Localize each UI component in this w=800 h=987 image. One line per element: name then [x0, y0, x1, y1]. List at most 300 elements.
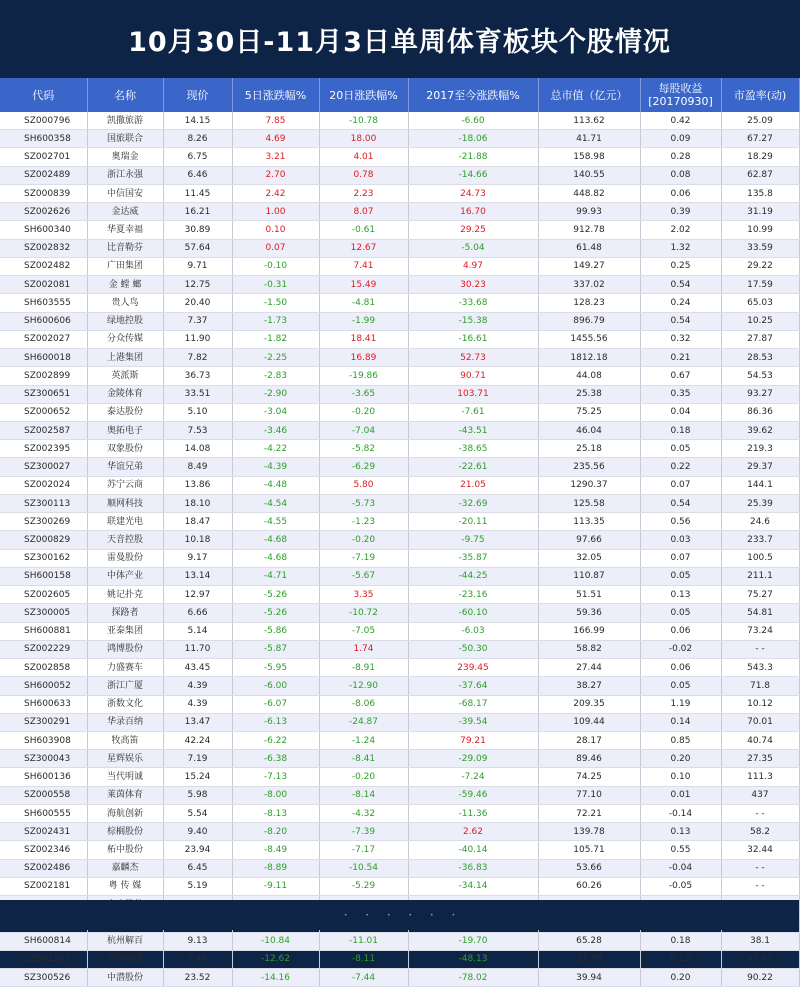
table-cell: 40.74	[721, 731, 799, 749]
table-row	[0, 969, 799, 987]
table-row	[0, 622, 799, 640]
table-cell: 32.05	[538, 549, 640, 567]
table-cell: 0.42	[640, 112, 721, 130]
table-cell: -0.31	[232, 276, 319, 294]
table-cell: -5.26	[232, 604, 319, 622]
table-cell: 65.03	[721, 294, 799, 312]
table-cell: 54.81	[721, 604, 799, 622]
table-cell: -5.82	[319, 440, 408, 458]
table-cell: -1.82	[232, 330, 319, 348]
table-cell: 奥拓电子	[87, 421, 163, 439]
table-cell: 0.13	[640, 586, 721, 604]
table-cell: -35.87	[408, 549, 538, 567]
stock-table	[0, 78, 800, 987]
table-cell: -8.11	[319, 950, 408, 968]
table-cell: SZ002587	[0, 421, 87, 439]
table-cell: -32.69	[408, 494, 538, 512]
table-row	[0, 877, 799, 895]
table-cell: -1.50	[232, 294, 319, 312]
table-cell: 0.22	[640, 458, 721, 476]
table-cell: 4.01	[319, 148, 408, 166]
table-cell: -7.19	[319, 549, 408, 567]
table-cell: 18.29	[721, 148, 799, 166]
table-cell: 0.14	[640, 713, 721, 731]
table-cell: 1.74	[319, 640, 408, 658]
table-cell: 27.35	[721, 750, 799, 768]
table-cell: 金 螳 螂	[87, 276, 163, 294]
table-cell: 14.08	[163, 440, 232, 458]
table-cell: -8.89	[232, 859, 319, 877]
table-cell: 10.12	[721, 695, 799, 713]
table-cell: 24.6	[721, 513, 799, 531]
table-cell: -9.11	[232, 877, 319, 895]
table-cell: -8.41	[319, 750, 408, 768]
table-cell: 149.27	[538, 257, 640, 275]
table-cell: 4.97	[408, 257, 538, 275]
table-cell: 139.78	[538, 823, 640, 841]
table-cell: -68.17	[408, 695, 538, 713]
table-cell: -7.39	[319, 823, 408, 841]
table-cell: 18.41	[319, 330, 408, 348]
table-cell: 53.66	[538, 859, 640, 877]
table-cell: SH600358	[0, 130, 87, 148]
table-cell: 0.08	[640, 166, 721, 184]
table-cell: 125.58	[538, 494, 640, 512]
table-cell: SH600136	[0, 768, 87, 786]
table-cell: 113.35	[538, 513, 640, 531]
table-cell: -78.02	[408, 969, 538, 987]
table-cell: -8.20	[232, 823, 319, 841]
footer-dot: •	[408, 911, 413, 919]
table-cell: SZ002027	[0, 330, 87, 348]
table-cell: 中信国安	[87, 184, 163, 202]
table-cell: 219.3	[721, 440, 799, 458]
table-cell: -50.30	[408, 640, 538, 658]
table-cell: 力盛赛车	[87, 659, 163, 677]
table-cell: SH600340	[0, 221, 87, 239]
table-cell: SZ002486	[0, 859, 87, 877]
table-cell: -3.65	[319, 385, 408, 403]
table-cell: - -	[721, 640, 799, 658]
table-row	[0, 385, 799, 403]
table-cell: -2.83	[232, 367, 319, 385]
table-cell: 57.64	[163, 239, 232, 257]
table-cell: -4.22	[232, 440, 319, 458]
table-cell: 0.05	[640, 604, 721, 622]
table-cell: 上港集团	[87, 349, 163, 367]
table-cell: 0.07	[640, 549, 721, 567]
table-cell: 14.15	[163, 112, 232, 130]
table-cell: 5.54	[163, 804, 232, 822]
table-cell: -23.16	[408, 586, 538, 604]
table-cell: -7.05	[319, 622, 408, 640]
table-cell: 莱茵体育	[87, 786, 163, 804]
table-cell: -5.86	[232, 622, 319, 640]
table-cell: 13.86	[163, 476, 232, 494]
table-cell: -4.68	[232, 531, 319, 549]
table-row	[0, 586, 799, 604]
table-cell: -7.13	[232, 768, 319, 786]
table-cell: -0.02	[640, 640, 721, 658]
table-cell: 0.10	[640, 768, 721, 786]
table-cell: SZ000839	[0, 184, 87, 202]
table-cell: 18.00	[319, 130, 408, 148]
table-cell: -10.78	[319, 112, 408, 130]
table-body	[0, 112, 799, 987]
table-cell: -1.99	[319, 312, 408, 330]
table-cell: 0.05	[640, 567, 721, 585]
table-cell: 0.10	[232, 221, 319, 239]
table-cell: -12.90	[319, 677, 408, 695]
table-row	[0, 531, 799, 549]
table-cell: 0.05	[640, 440, 721, 458]
table-cell: 239.45	[408, 659, 538, 677]
table-cell: 5.10	[163, 403, 232, 421]
table-cell: 54.53	[721, 367, 799, 385]
table-row	[0, 130, 799, 148]
table-cell: 天音控股	[87, 531, 163, 549]
table-cell: 0.20	[640, 750, 721, 768]
table-cell: 姚记扑克	[87, 586, 163, 604]
table-cell: 13.14	[163, 567, 232, 585]
table-row	[0, 458, 799, 476]
table-cell: 0.32	[640, 330, 721, 348]
table-cell: 顺网科技	[87, 494, 163, 512]
table-cell: -5.95	[232, 659, 319, 677]
table-row	[0, 841, 799, 859]
table-cell: -4.54	[232, 494, 319, 512]
table-cell: -6.00	[232, 677, 319, 695]
table-cell: -7.24	[408, 768, 538, 786]
table-cell: 雷曼股份	[87, 549, 163, 567]
table-cell: 9.17	[163, 549, 232, 567]
table-cell: 1.32	[640, 239, 721, 257]
page-title: 10月30日-11月3日单周体育板块个股情况	[128, 26, 671, 58]
table-cell: -3.46	[232, 421, 319, 439]
table-cell: -4.32	[319, 804, 408, 822]
table-cell: -5.29	[319, 877, 408, 895]
table-row	[0, 859, 799, 877]
footer-dot: •	[430, 911, 434, 919]
table-cell: 0.07	[640, 476, 721, 494]
table-cell: 0.56	[640, 513, 721, 531]
table-cell: 0.01	[640, 786, 721, 804]
table-cell: SZ300027	[0, 458, 87, 476]
table-cell: 0.06	[640, 622, 721, 640]
table-cell: 10.99	[721, 221, 799, 239]
table-cell: 杭州解百	[87, 932, 163, 950]
table-row	[0, 312, 799, 330]
table-cell: 广田集团	[87, 257, 163, 275]
table-cell: 嘉麟杰	[87, 859, 163, 877]
table-cell: 89.46	[538, 750, 640, 768]
table-cell: -14.16	[232, 969, 319, 987]
table-row	[0, 567, 799, 585]
table-cell: 25.09	[721, 112, 799, 130]
table-cell: 9.71	[163, 257, 232, 275]
table-cell: 浙江广厦	[87, 677, 163, 695]
table-cell: -15.38	[408, 312, 538, 330]
table-cell: 信隆健康	[87, 950, 163, 968]
table-cell: 209.35	[538, 695, 640, 713]
table-cell: -1.73	[232, 312, 319, 330]
column-header: 名称	[87, 78, 163, 112]
table-cell: SH603555	[0, 294, 87, 312]
table-row	[0, 148, 799, 166]
table-row	[0, 476, 799, 494]
table-cell: 0.21	[640, 349, 721, 367]
table-cell: -10.72	[319, 604, 408, 622]
table-row	[0, 184, 799, 202]
table-cell: 33.59	[721, 239, 799, 257]
table-cell: 135.8	[721, 184, 799, 202]
table-cell: SH603908	[0, 731, 87, 749]
table-cell: 5.80	[319, 476, 408, 494]
table-cell: SZ002489	[0, 166, 87, 184]
table-cell: 5.98	[163, 786, 232, 804]
table-cell: 绿地控股	[87, 312, 163, 330]
table-cell: 金陵体育	[87, 385, 163, 403]
table-cell: SH600881	[0, 622, 87, 640]
table-cell: 贵人鸟	[87, 294, 163, 312]
table-cell: 棕榈股份	[87, 823, 163, 841]
table-cell: 浙江永强	[87, 166, 163, 184]
table-cell: 28.17	[538, 731, 640, 749]
table-cell: -39.54	[408, 713, 538, 731]
table-cell: -4.39	[232, 458, 319, 476]
table-cell: 0.39	[640, 203, 721, 221]
table-row	[0, 330, 799, 348]
table-cell: 18.10	[163, 494, 232, 512]
table-cell: 58.2	[721, 823, 799, 841]
table-cell: 6.75	[163, 148, 232, 166]
table-cell: 166.99	[538, 622, 640, 640]
table-row	[0, 549, 799, 567]
table-cell: - -	[721, 877, 799, 895]
table-cell: 52.73	[408, 349, 538, 367]
table-cell: -37.64	[408, 677, 538, 695]
table-cell: 13.47	[163, 713, 232, 731]
table-cell: 8.26	[163, 130, 232, 148]
table-cell: SZ000796	[0, 112, 87, 130]
table-cell: -4.71	[232, 567, 319, 585]
table-row	[0, 294, 799, 312]
table-cell: -6.22	[232, 731, 319, 749]
table-cell: 粤 传 媒	[87, 877, 163, 895]
table-cell: 11.90	[163, 330, 232, 348]
table-cell: 0.04	[640, 403, 721, 421]
table-cell: 47.01	[721, 950, 799, 968]
table-cell: -11.36	[408, 804, 538, 822]
table-cell: 51.51	[538, 586, 640, 604]
table-cell: -8.91	[319, 659, 408, 677]
table-cell: 国旅联合	[87, 130, 163, 148]
table-cell: 46.04	[538, 421, 640, 439]
table-cell: 英派斯	[87, 367, 163, 385]
table-cell: -14.66	[408, 166, 538, 184]
table-cell: 亚泰集团	[87, 622, 163, 640]
table-row	[0, 513, 799, 531]
table-cell: -11.01	[319, 932, 408, 950]
table-row	[0, 440, 799, 458]
table-cell: -0.05	[640, 877, 721, 895]
table-cell: 128.23	[538, 294, 640, 312]
table-cell: -3.04	[232, 403, 319, 421]
table-cell: 23.52	[163, 969, 232, 987]
table-row	[0, 421, 799, 439]
table-cell: 0.09	[640, 130, 721, 148]
table-cell: 75.25	[538, 403, 640, 421]
table-cell: 3.21	[232, 148, 319, 166]
table-cell: 99.93	[538, 203, 640, 221]
table-cell: -5.04	[408, 239, 538, 257]
table-cell: 896.79	[538, 312, 640, 330]
table-cell: SZ000652	[0, 403, 87, 421]
table-cell: 2.70	[232, 166, 319, 184]
table-cell: SZ002395	[0, 440, 87, 458]
table-cell: 158.98	[538, 148, 640, 166]
table-cell: SH600814	[0, 932, 87, 950]
table-cell: 337.02	[538, 276, 640, 294]
table-cell: 0.28	[640, 148, 721, 166]
table-cell: 43.45	[163, 659, 232, 677]
table-cell: 42.24	[163, 731, 232, 749]
table-cell: -9.75	[408, 531, 538, 549]
table-cell: 5.19	[163, 877, 232, 895]
table-cell: 27.56	[538, 950, 640, 968]
table-cell: -10.84	[232, 932, 319, 950]
table-cell: 60.26	[538, 877, 640, 895]
table-cell: 8.49	[163, 458, 232, 476]
table-cell: -4.68	[232, 549, 319, 567]
table-cell: -12.62	[232, 950, 319, 968]
table-cell: -1.24	[319, 731, 408, 749]
table-cell: 双象股份	[87, 440, 163, 458]
table-cell: -48.13	[408, 950, 538, 968]
table-cell: 星辉娱乐	[87, 750, 163, 768]
table-cell: 7.19	[163, 750, 232, 768]
table-cell: -8.06	[319, 695, 408, 713]
table-cell: 72.21	[538, 804, 640, 822]
table-cell: -7.17	[319, 841, 408, 859]
table-cell: -7.04	[319, 421, 408, 439]
table-cell: 中潜股份	[87, 969, 163, 987]
table-cell: 15.24	[163, 768, 232, 786]
table-cell: -0.04	[640, 859, 721, 877]
table-cell: 4.39	[163, 677, 232, 695]
table-row	[0, 640, 799, 658]
table-cell: -22.61	[408, 458, 538, 476]
table-cell: 39.62	[721, 421, 799, 439]
table-cell: 当代明诚	[87, 768, 163, 786]
table-cell: 2.23	[319, 184, 408, 202]
table-cell: 62.87	[721, 166, 799, 184]
table-row	[0, 731, 799, 749]
table-cell: 235.56	[538, 458, 640, 476]
table-cell: 4.39	[163, 695, 232, 713]
table-cell: SZ002081	[0, 276, 87, 294]
table-row	[0, 203, 799, 221]
table-cell: 97.66	[538, 531, 640, 549]
table-row	[0, 768, 799, 786]
table-cell: 0.25	[640, 257, 721, 275]
table-cell: 912.78	[538, 221, 640, 239]
table-cell: 3.35	[319, 586, 408, 604]
table-row	[0, 403, 799, 421]
table-cell: 36.73	[163, 367, 232, 385]
table-cell: -2.90	[232, 385, 319, 403]
table-cell: 比音勒芬	[87, 239, 163, 257]
table-cell: 1.19	[640, 695, 721, 713]
table-cell: -0.61	[319, 221, 408, 239]
table-cell: -24.87	[319, 713, 408, 731]
table-cell: -5.26	[232, 586, 319, 604]
table-cell: 58.82	[538, 640, 640, 658]
table-cell: SZ002346	[0, 841, 87, 859]
table-cell: 0.78	[319, 166, 408, 184]
footer-dot: •	[386, 911, 391, 919]
table-cell: 10.18	[163, 531, 232, 549]
table-row	[0, 276, 799, 294]
table-cell: SZ300005	[0, 604, 87, 622]
table-cell: SH600555	[0, 804, 87, 822]
table-cell: SZ300269	[0, 513, 87, 531]
footer-bar	[0, 900, 799, 930]
column-header: 市盈率(动)	[721, 78, 799, 112]
column-header: 代码	[0, 78, 87, 112]
table-cell: -6.07	[232, 695, 319, 713]
table-cell: -4.81	[319, 294, 408, 312]
table-cell: 211.1	[721, 567, 799, 585]
table-cell: 74.25	[538, 768, 640, 786]
table-cell: -0.20	[319, 403, 408, 421]
table-cell: 25.38	[538, 385, 640, 403]
table-cell: -6.29	[319, 458, 408, 476]
table-cell: 0.35	[640, 385, 721, 403]
column-header: 20日涨跌幅%	[319, 78, 408, 112]
table-cell: -43.51	[408, 421, 538, 439]
table-cell: 75.27	[721, 586, 799, 604]
table-cell: -6.60	[408, 112, 538, 130]
table-cell: 15.49	[319, 276, 408, 294]
table-cell: 海航创新	[87, 804, 163, 822]
table-cell: 0.20	[640, 969, 721, 987]
table-cell: 16.70	[408, 203, 538, 221]
table-cell: SZ002899	[0, 367, 87, 385]
table-cell: SZ300291	[0, 713, 87, 731]
table-cell: 39.94	[538, 969, 640, 987]
table-row	[0, 950, 799, 968]
table-row	[0, 786, 799, 804]
table-cell: -2.25	[232, 349, 319, 367]
table-cell: 6.45	[163, 859, 232, 877]
footer-dot: •	[365, 911, 369, 919]
table-cell: -6.03	[408, 622, 538, 640]
table-cell: 牧高笛	[87, 731, 163, 749]
table-row	[0, 823, 799, 841]
table-cell: 8.07	[319, 203, 408, 221]
table-cell: -40.14	[408, 841, 538, 859]
table-cell: 华录百纳	[87, 713, 163, 731]
table-cell: 5.14	[163, 622, 232, 640]
table-cell: 0.54	[640, 312, 721, 330]
table-cell: 90.71	[408, 367, 538, 385]
table-cell: 0.03	[640, 531, 721, 549]
table-cell: 30.23	[408, 276, 538, 294]
table-cell: 9.13	[163, 932, 232, 950]
table-cell: 18.47	[163, 513, 232, 531]
table-cell: 0.06	[640, 659, 721, 677]
